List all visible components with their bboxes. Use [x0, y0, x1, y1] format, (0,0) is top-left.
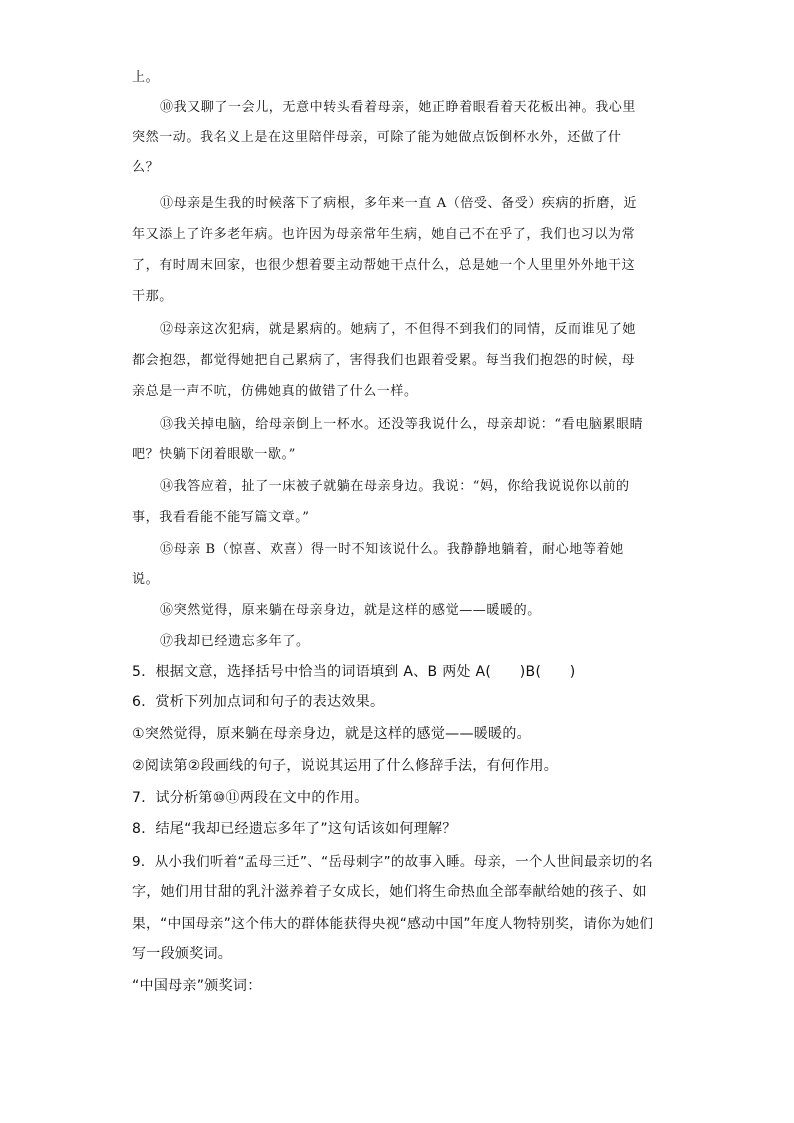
question-9-line: 字，她们用甘甜的乳汁滋养着子女成长，她们将生命热血全部奉献给她的孩子、如: [132, 884, 647, 900]
passage-line: ⑰我却已经遗忘多年了。: [160, 634, 310, 649]
passage-line: 吧？快躺下闭着眼歇一歇。”: [132, 447, 296, 462]
passage-line: 了，有时周末回家，也很少想着要主动帮她干点什么，总是她一个人里里外外地干这: [132, 258, 636, 273]
passage-line: ⑮母亲 B（惊喜、欢喜）得一时不知该说什么。我静静地躺着，耐心地等着她: [160, 542, 624, 557]
award-speech-label: “中国母亲”颁奖词：: [132, 978, 262, 994]
passage-line: 说。: [132, 572, 160, 587]
question-6-item-2: ②阅读第②段画线的句子，说说其运用了什么修辞手法，有何作用。: [132, 758, 559, 774]
question-6: 6．赏析下列加点词和句子的表达效果。: [132, 694, 385, 710]
passage-line: 上。: [132, 70, 160, 85]
passage-line: 事，我看看能不能写篇文章。”: [132, 510, 310, 525]
passage-line: ⑩我又聊了一会儿，无意中转头看着母亲，她正睁着眼看着天花板出神。我心里: [160, 100, 637, 115]
passage-line: ⑪母亲是生我的时候落下了病根，多年来一直 A（倍受、备受）疾病的折磨，近: [160, 196, 638, 211]
question-5: 5．根据文意，选择括号中恰当的词语填到 A、B 两处 A( )B( ): [132, 664, 576, 680]
question-9-line: 写一段颁奖词。: [132, 946, 233, 962]
passage-line: ⑬我关掉电脑，给母亲倒上一杯水。还没等我说什么，母亲却说：“看电脑累眼睛: [160, 417, 644, 432]
question-8: 8．结尾“我却已经遗忘多年了”这句话该如何理解？: [132, 821, 457, 837]
passage-line: ⑯突然觉得，原来躺在母亲身边，就是这样的感觉——暖暖的。: [160, 603, 541, 618]
passage-line: 亲总是一声不吭，仿佛她真的做错了什么一样。: [132, 384, 418, 399]
question-9: 9．从小我们听着“孟母三迁”、“岳母刺字”的故事入睡。母亲，一个人世间最亲切的名: [132, 854, 654, 870]
passage-line: 突然一动。我名义上是在这里陪伴母亲，可除了能为她做点饭倒杯水外，还做了什: [132, 130, 622, 145]
passage-line: 干那。: [132, 289, 173, 304]
question-9-line: 果，“中国母亲”这个伟大的群体能获得央视“感动中国”年度人物特别奖，请你为她们: [132, 916, 654, 932]
passage-line: ⑭我答应着，扯了一床被子就躺在母亲身边。我说：“妈，你给我说说你以前的: [160, 479, 630, 494]
question-6-item-1: ①突然觉得，原来躺在母亲身边，就是这样的感觉——暖暖的。: [132, 726, 531, 742]
passage-line: 么？: [132, 160, 160, 175]
passage-line: 都会抱怨，都觉得她把自己累病了，害得我们也跟着受累。每当我们抱怨的时候，母: [132, 353, 636, 368]
question-7: 7．试分析第⑩⑪两段在文中的作用。: [132, 790, 369, 806]
passage-line: ⑫母亲这次犯病，就是累病的。她病了，不但得不到我们的同情，反而谁见了她: [160, 322, 637, 337]
passage-line: 年又添上了许多老年病。也许因为母亲常年生病，她自己不在乎了，我们也习以为常: [132, 227, 636, 242]
